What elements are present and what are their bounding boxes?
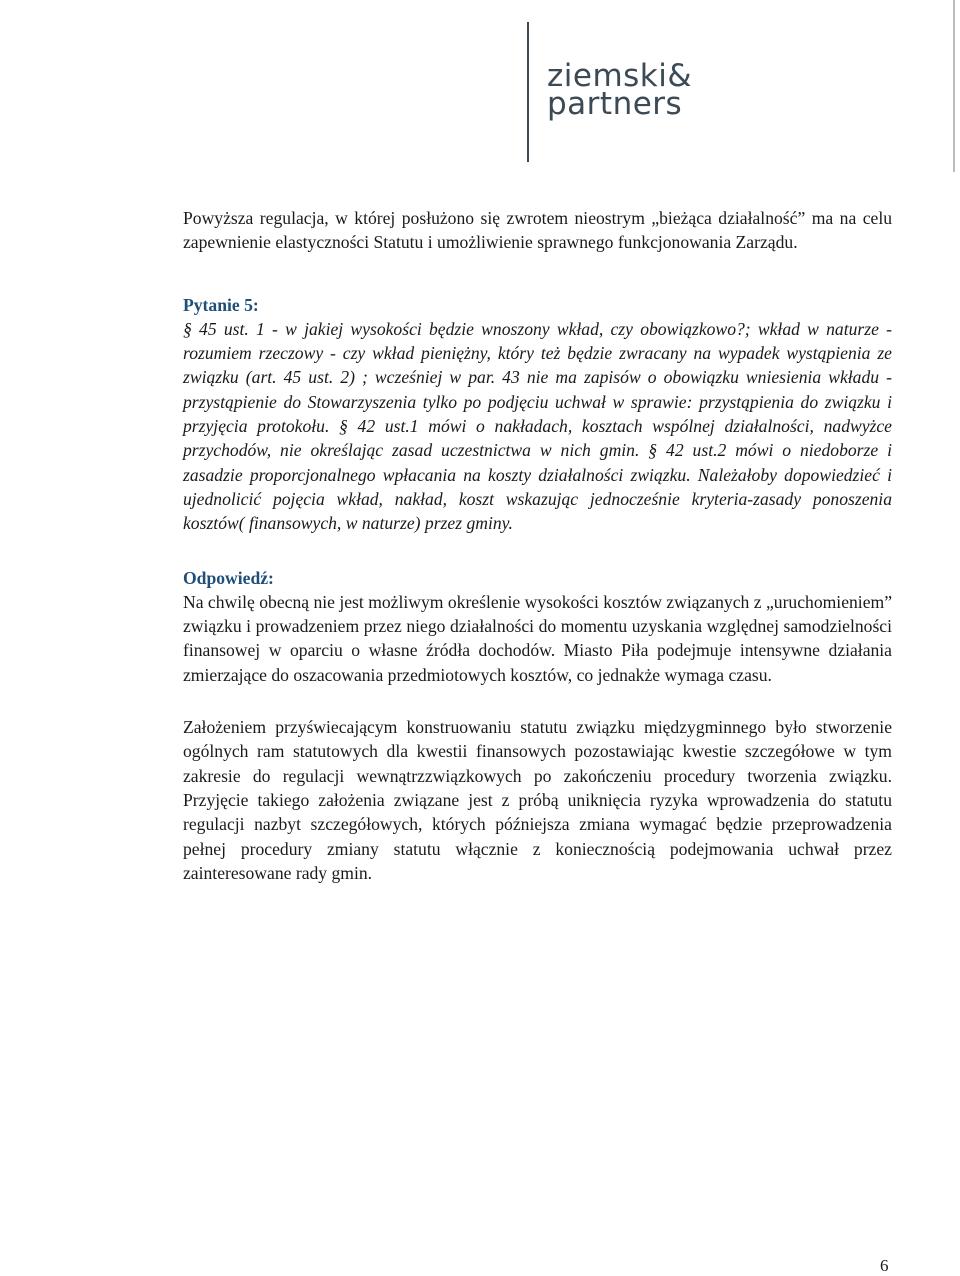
- question-text: § 45 ust. 1 - w jakiej wysokości będzie wnoszony wkład, czy obowiązkowo?; wkład w naturze - rozumiem rzeczowy - czy wkład pieniężny, który też będzie zwracany na wypadek wystąpienia ze związku (art. 45 ust. 2) ; wcześniej w par. 43 nie ma zapisów o obowiązku wniesienia wkładu - przystąpienie do Stowarzyszenia tylko po podjęciu uchwał w sprawie: przystąpienia do związku i przyjęcia protokołu. § 42 ust.1 mówi o nakładach, kosztach wspólnej działalności, nadwyżce przychodów, nie określając zasad uczestnictwa w nich gmin. § 42 ust.2 mówi o niedoborze i zasadzie proporcjonalnego wpłacania na koszty działalności związku. Należałoby dopowiedzieć i ujednolicić pojęcia wkład, nakład, koszt wskazując jednocześnie kryteria-zasady ponoszenia kosztów( finansowych, w naturze) przez gminy.: [183, 318, 892, 534]
- logo-divider: [527, 22, 529, 162]
- question-heading: Pytanie 5:: [183, 294, 259, 315]
- document-body: [183, 206, 892, 885]
- corner-line: [953, 0, 955, 172]
- answer-paragraph-1: Na chwilę obecną nie jest możliwym określenie wysokości kosztów związanych z „uruchomieniem” związku i prowadzeniem przez niego działalności do momentu uzyskania względnej samodzielności finansowej w oparciu o własne źródła dochodów. Miasto Piła podejmuje intensywne działania zmierzające do oszacowania przedmiotowych kosztów, co jednakże wymaga czasu.: [183, 591, 892, 685]
- page-number: 6: [880, 1256, 889, 1275]
- answer-heading: Odpowiedź:: [183, 567, 274, 588]
- answer-paragraph-2: Założeniem przyświecającym konstruowaniu statutu związku międzygminnego było stworzenie ogólnych ram statutowych dla kwestii finansowych pozostawiając kwestie szczegółowe w tym zakresie do regulacji wewnątrzzwiązkowych po zakończeniu procedury tworzenia związku. Przyjęcie takiego założenia związane jest z próbą uniknięcia ryzyka wprowadzenia do statutu regulacji nazbyt szczegółowych, których późniejsza zmiana wymagać będzie przeprowadzenia pełnej procedury zmiany statutu włącznie z koniecznością podejmowania uchwał przez zainteresowane rady gmin.: [183, 717, 892, 883]
- logo-line-1: ziemski&: [547, 58, 693, 94]
- intro-paragraph: Powyższa regulacja, w której posłużono się zwrotem nieostrym „bieżąca działalność” ma na celu zapewnienie elastyczności Statutu i umożliwienie sprawnego funkcjonowania Zarządu.: [183, 208, 892, 253]
- company-logo: [547, 58, 693, 122]
- logo-line-2: partners: [547, 86, 683, 122]
